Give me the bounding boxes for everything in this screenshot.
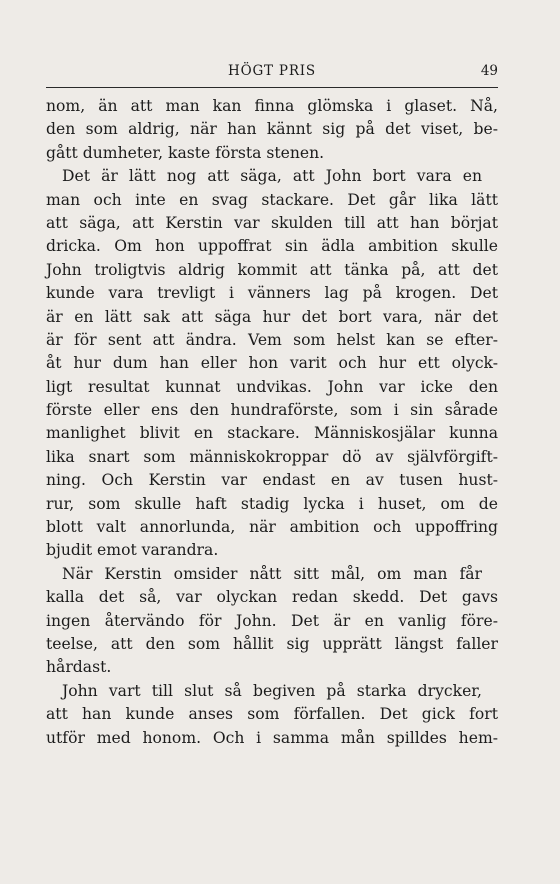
text-line-content: dricka. Om hon uppoffrat sin ädla ambition skulle bbox=[46, 237, 498, 256]
text-line-content: När Kerstin omsider nått sitt mål, om man får bbox=[62, 564, 482, 583]
text-line-content: är för sent att ändra. Vem som helst kan se efter- bbox=[46, 330, 498, 349]
text-line bbox=[46, 422, 498, 445]
running-title: HÖGT PRIS bbox=[228, 63, 316, 79]
text-line bbox=[46, 563, 498, 586]
text-line bbox=[46, 212, 498, 235]
text-line bbox=[46, 633, 498, 656]
text-line bbox=[46, 259, 498, 282]
text-line-content: blott valt annorlunda, när ambition och uppoffring bbox=[46, 518, 498, 537]
text-line-content: man och inte en svag stackare. Det går lika lätt bbox=[46, 190, 498, 209]
text-line-content: förste eller ens den hundraförste, som i sin sårade bbox=[46, 401, 498, 420]
text-line-content: teelse, att den som hållit sig upprätt längst faller bbox=[46, 634, 498, 653]
text-line-content: ning. Och Kerstin var endast en av tusen hust- bbox=[46, 471, 498, 490]
text-line bbox=[46, 352, 498, 375]
text-line-content: rur, som skulle haft stadig lycka i huset, om de bbox=[46, 494, 498, 513]
text-line bbox=[46, 165, 498, 188]
page-number: 49 bbox=[480, 63, 498, 79]
text-line-content: ingen återvändo för John. Det är en vanlig före- bbox=[46, 611, 498, 630]
text-line bbox=[46, 446, 498, 469]
header-rule bbox=[46, 87, 498, 88]
text-line bbox=[46, 399, 498, 422]
text-line bbox=[46, 189, 498, 212]
text-line bbox=[46, 142, 498, 165]
text-line-content: gått dumheter, kaste första stenen. bbox=[46, 143, 325, 162]
text-line bbox=[46, 586, 498, 609]
text-line-content: utför med honom. Och i samma mån spilldes hem- bbox=[46, 728, 498, 747]
text-line bbox=[46, 703, 498, 726]
text-line bbox=[46, 656, 498, 679]
text-line-content: den som aldrig, när han kännt sig på det viset, be- bbox=[46, 120, 498, 139]
text-line-content: John troligtvis aldrig kommit att tänka på, att det bbox=[46, 260, 498, 279]
running-head bbox=[46, 60, 498, 82]
body-text bbox=[46, 95, 498, 750]
text-line bbox=[46, 95, 498, 118]
text-line bbox=[46, 282, 498, 305]
text-line bbox=[46, 727, 498, 750]
text-line-content: att säga, att Kerstin var skulden till att han börjat bbox=[46, 213, 498, 232]
text-line bbox=[46, 516, 498, 539]
text-line-content: nom, än att man kan finna glömska i glaset. Nå, bbox=[46, 97, 498, 115]
text-line bbox=[46, 329, 498, 352]
text-line-content: Det är lätt nog att säga, att John bort vara en bbox=[62, 167, 482, 186]
text-line-content: att han kunde anses som förfallen. Det gick fort bbox=[46, 705, 498, 724]
text-line-content: John vart till slut så begiven på starka drycker, bbox=[62, 681, 482, 700]
text-line bbox=[46, 469, 498, 492]
text-line bbox=[46, 539, 498, 562]
text-line bbox=[46, 376, 498, 399]
text-line-content: kalla det så, var olyckan redan skedd. Det gavs bbox=[46, 588, 498, 607]
text-line bbox=[46, 118, 498, 141]
text-line-content: lika snart som människokroppar dö av självförgift- bbox=[46, 447, 498, 466]
text-line-content: åt hur dum han eller hon varit och hur ett olyck- bbox=[46, 354, 498, 373]
text-line-content: är en lätt sak att säga hur det bort vara, när det bbox=[46, 307, 498, 326]
text-line-content: bjudit emot varandra. bbox=[46, 541, 219, 560]
text-line bbox=[46, 610, 498, 633]
text-line-content: kunde vara trevligt i vänners lag på krogen. Det bbox=[46, 284, 498, 303]
text-line bbox=[46, 680, 498, 703]
text-line bbox=[46, 493, 498, 516]
text-line-content: hårdast. bbox=[46, 658, 112, 677]
text-line bbox=[46, 235, 498, 258]
text-line-content: ligt resultat kunnat undvikas. John var icke den bbox=[46, 377, 498, 396]
text-line-content: manlighet blivit en stackare. Människosjälar kunna bbox=[46, 424, 498, 443]
text-line bbox=[46, 306, 498, 329]
